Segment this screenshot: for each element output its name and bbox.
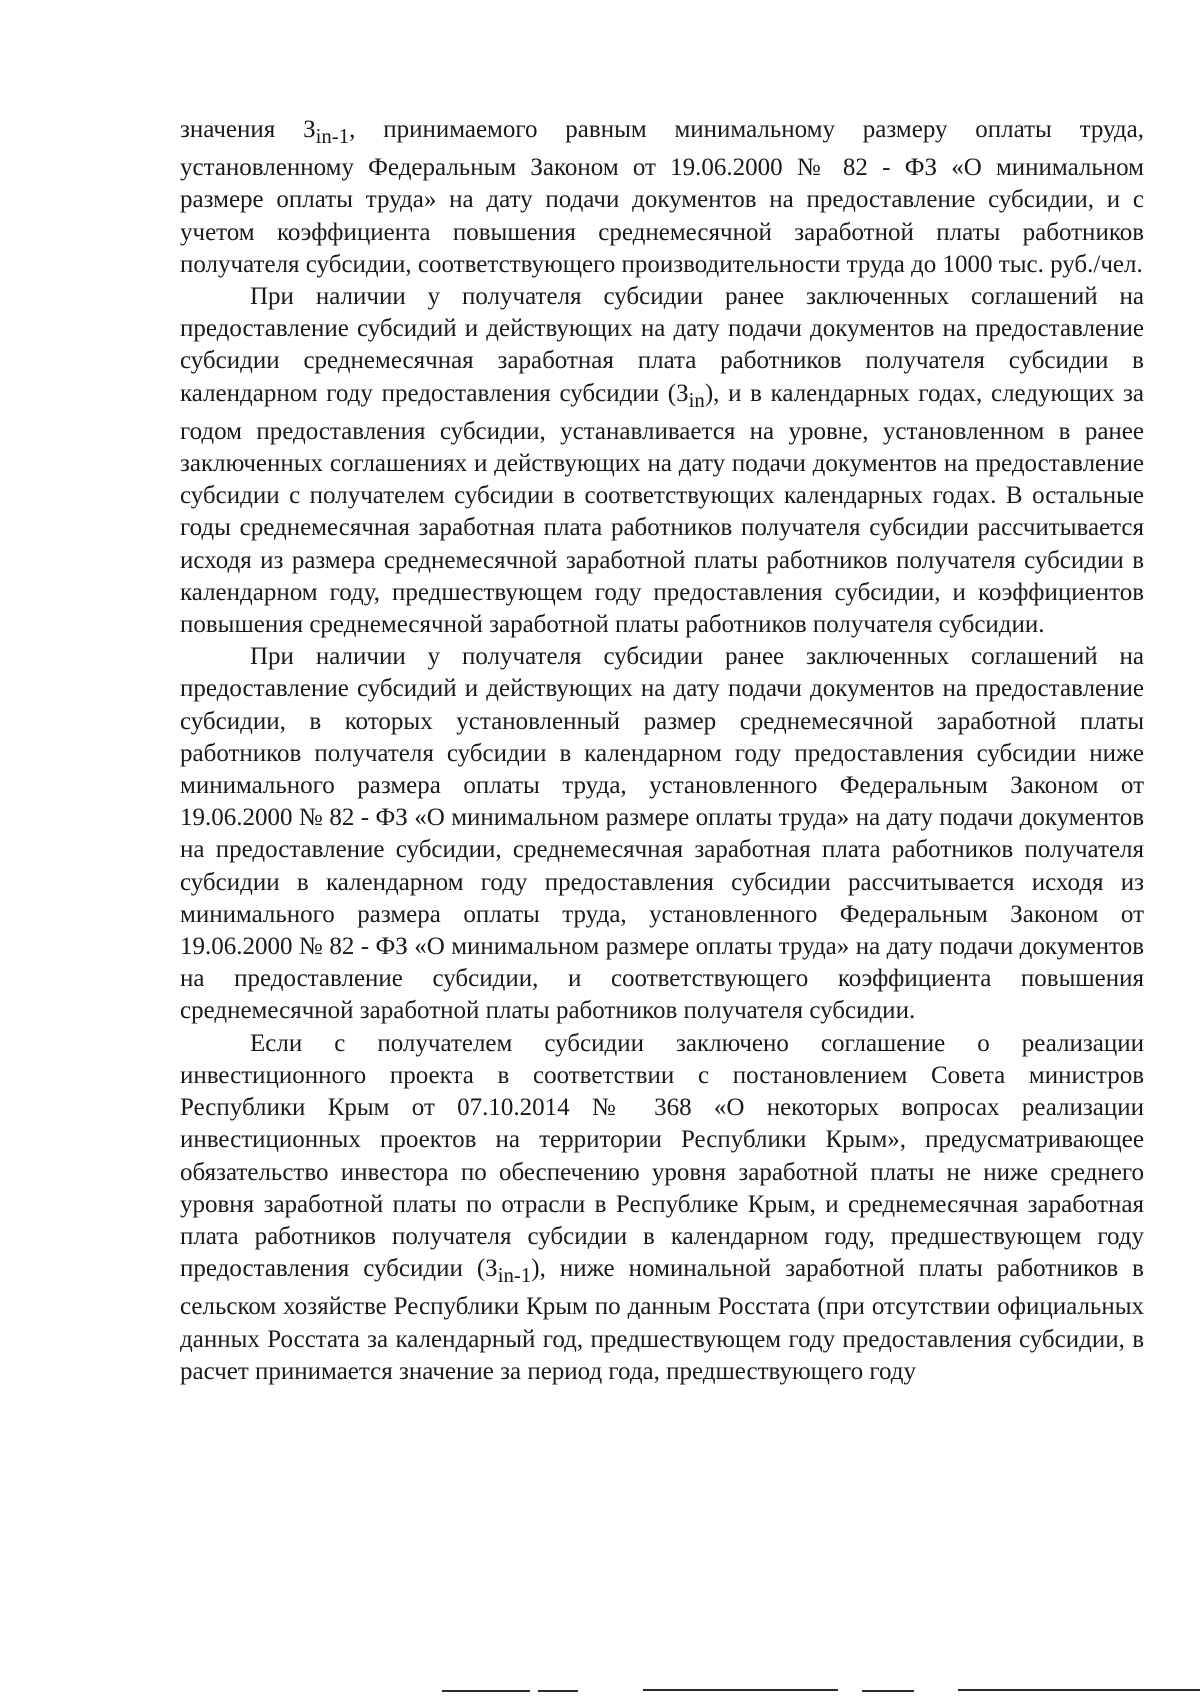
paragraph-1-start: значения З	[180, 116, 316, 143]
signature-line	[442, 1690, 530, 1692]
paragraph-3: При наличии у получателя субсидии ранее заключенных соглашений на предоставление субсидий и действующих на дату подачи документов на предоставление субсидии, в которых установленный размер среднемесячной заработной платы работников получателя субсидии в календарном году предоставления субсидии ниже минимального размера оплаты труда, установленного Федеральным Законом от 19.06.2000 № 82 - ФЗ «О минимальном размере оплаты труда» на дату подачи документов на предоставление субсидии, среднемесячная заработная плата работников получателя субсидии в календарном году предоставления субсидии рассчитывается исходя из минимального размера оплаты труда, установленного Федеральным Законом от 19.06.2000 № 82 - ФЗ «О минимальном размере оплаты труда» на дату подачи документов на предоставление субсидии, и соответствующего коэффициента повышения среднемесячной заработной платы работников получателя субсидии.	[180, 643, 1144, 1025]
signature-line	[958, 1689, 1200, 1691]
paragraph-4	[180, 1028, 1144, 1388]
paragraph-4-start: Если с получателем субсидии заключено соглашение о реализации инвестиционного проекта в соответствии с постановлением Совета министров Республики Крым от 07.10.2014 № 368 «О некоторых вопросах реализации инвестиционных проектов на территории Республики Крым», предусматривающее обязательство инвестора по обеспечению уровня заработной платы не ниже среднего уровня заработной платы по отрасли в Республике Крым, и среднемесячная заработная плата работников получателя субсидии в календарном году, предшествующем году предоставления субсидии (З	[180, 1029, 1144, 1283]
paragraph-2-start: При наличии у получателя субсидии ранее заключенных соглашений на предоставление субсидий и действующих на дату подачи документов на предоставление субсидии среднемесячная заработная плата работников получателя субсидии в календарном году предоставления субсидии (З	[180, 283, 1144, 407]
paragraph-1-subscript: in-1	[315, 124, 350, 148]
paragraph-2-subscript: in	[688, 387, 705, 412]
signature-line	[538, 1690, 578, 1692]
paragraph-2-end: ), и в календарных годах, следующих за годом предоставления субсидии, устанавливается на уровне, установленном в ранее заключенных соглашениях и действующих на дату подачи документов на предоставление субсидии с получателем субсидии в соответствующих календарных годах. В остальные годы среднемесячная заработная плата работников получателя субсидии рассчитывается исходя из размера среднемесячной заработной платы работников получателя субсидии в календарном году, предшествующем году предоставления субсидии, и коэффициентов повышения среднемесячной заработной платы работников получателя субсидии.	[180, 379, 1144, 639]
signature-line	[862, 1690, 914, 1692]
paragraph-1-end: , принимаемого равным минимальному размеру оплаты труда, установленному Федеральным Законом от 19.06.2000 № 82 - ФЗ «О минимальном размере оплаты труда» на дату подачи документов на предоставление субсидии, и с учетом коэффициента повышения среднемесячной заработной платы работников получателя субсидии, соответствующего производительности труда до 1000 тыс. руб./чел.	[180, 116, 1144, 278]
paragraph-4-subscript: in-1	[497, 1263, 532, 1288]
paragraph-1	[180, 114, 1144, 281]
paragraph-4-end: ), ниже номинальной заработной платы работников в сельском хозяйстве Республики Крым по данным Росстата (при отсутствии официальных данных Росстата за календарный год, предшествующем году предоставления субсидии, в расчет принимается значение за период года, предшествующего году	[180, 1255, 1144, 1385]
paragraph-2	[180, 281, 1144, 641]
signature-line	[643, 1689, 838, 1691]
document-page	[180, 114, 1144, 1388]
